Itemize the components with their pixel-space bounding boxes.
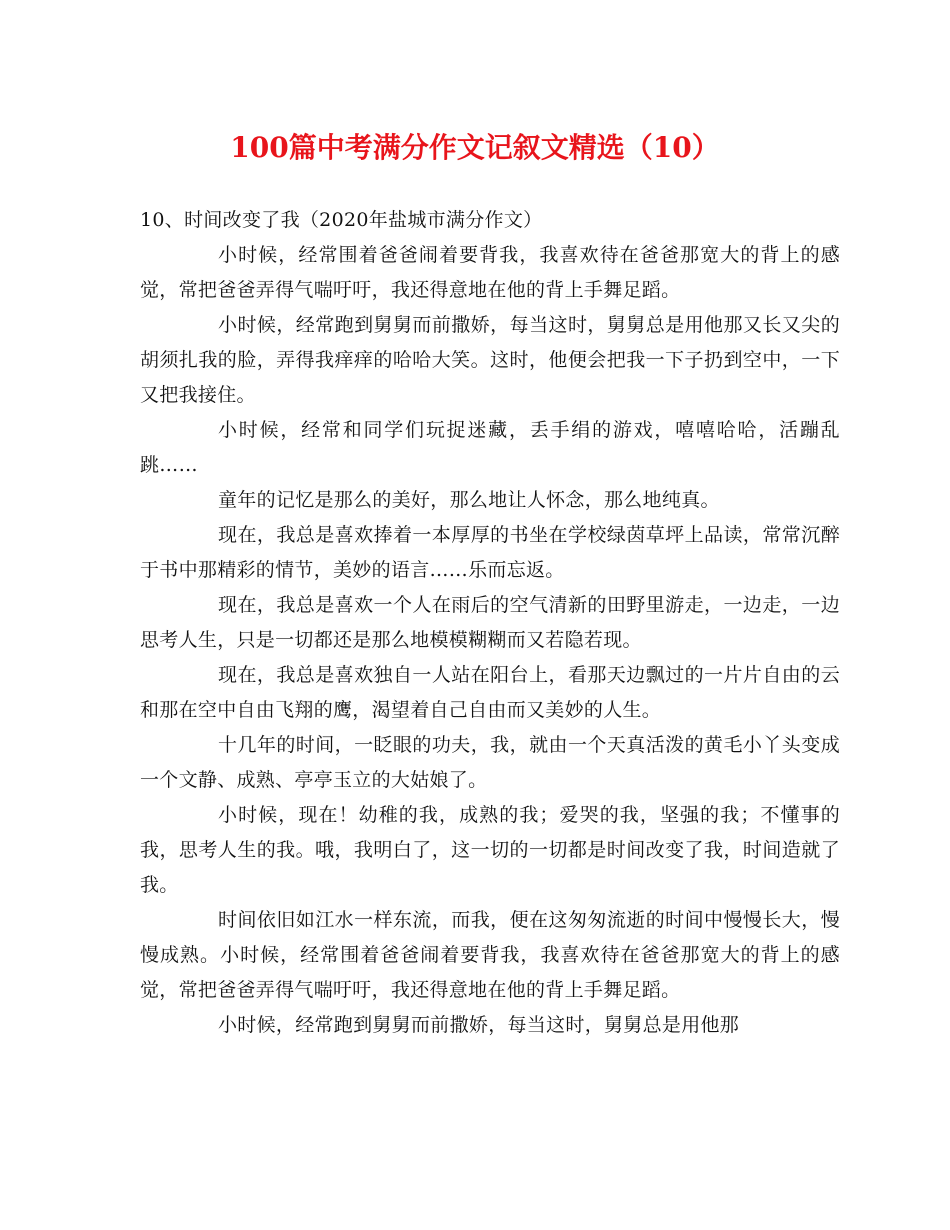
paragraph: 现在，我总是喜欢一个人在雨后的空气清新的田野里游走，一边走，一边思考人生，只是一切都还是那么地模模糊糊而又若隐若现。 [140, 594, 840, 651]
paragraph: 小时候，现在！幼稚的我，成熟的我；爱哭的我，坚强的我；不懂事的我，思考人生的我。哦，我明白了，这一切的一切都是时间改变了我，时间造就了我。 [140, 804, 840, 896]
document-title: 100篇中考满分作文记叙文精选（10） [230, 131, 720, 164]
paragraph: 童年的记忆是那么的美好，那么地让人怀念，那么地纯真。 [218, 489, 720, 511]
essay-heading: 10、时间改变了我（2020年盐城市满分作文） [140, 209, 543, 231]
paragraph: 现在，我总是喜欢捧着一本厚厚的书坐在学校绿茵草坪上品读，常常沉醉于书中那精彩的情节，美妙的语言……乐而忘返。 [140, 524, 840, 581]
essay-body [140, 203, 840, 1043]
paragraph: 十几年的时间，一眨眼的功夫，我，就由一个天真活泼的黄毛小丫头变成一个文静、成熟、亭亭玉立的大姑娘了。 [140, 734, 840, 791]
paragraph: 小时候，经常围着爸爸闹着要背我，我喜欢待在爸爸那宽大的背上的感觉，常把爸爸弄得气喘吁吁，我还得意地在他的背上手舞足蹈。 [140, 244, 840, 301]
paragraph: 小时候，经常跑到舅舅而前撒娇，每当这时，舅舅总是用他那又长又尖的胡须扎我的脸，弄得我痒痒的哈哈大笑。这时，他便会把我一下子扔到空中，一下又把我接住。 [140, 314, 840, 406]
paragraph: 小时候，经常和同学们玩捉迷藏，丢手绢的游戏，嘻嘻哈哈，活蹦乱跳…… [140, 419, 840, 476]
paragraph: 小时候，经常跑到舅舅而前撒娇，每当这时，舅舅总是用他那 [218, 1014, 740, 1036]
paragraph: 时间依旧如江水一样东流，而我，便在这匆匆流逝的时间中慢慢长大，慢慢成熟。小时候，经常围着爸爸闹着要背我，我喜欢待在爸爸那宽大的背上的感觉，常把爸爸弄得气喘吁吁，我还得意地在他的背上手舞足蹈。 [140, 909, 840, 1001]
paragraph: 现在，我总是喜欢独自一人站在阳台上，看那天边飘过的一片片自由的云和那在空中自由飞翔的鹰，渴望着自己自由而又美妙的人生。 [140, 664, 840, 721]
